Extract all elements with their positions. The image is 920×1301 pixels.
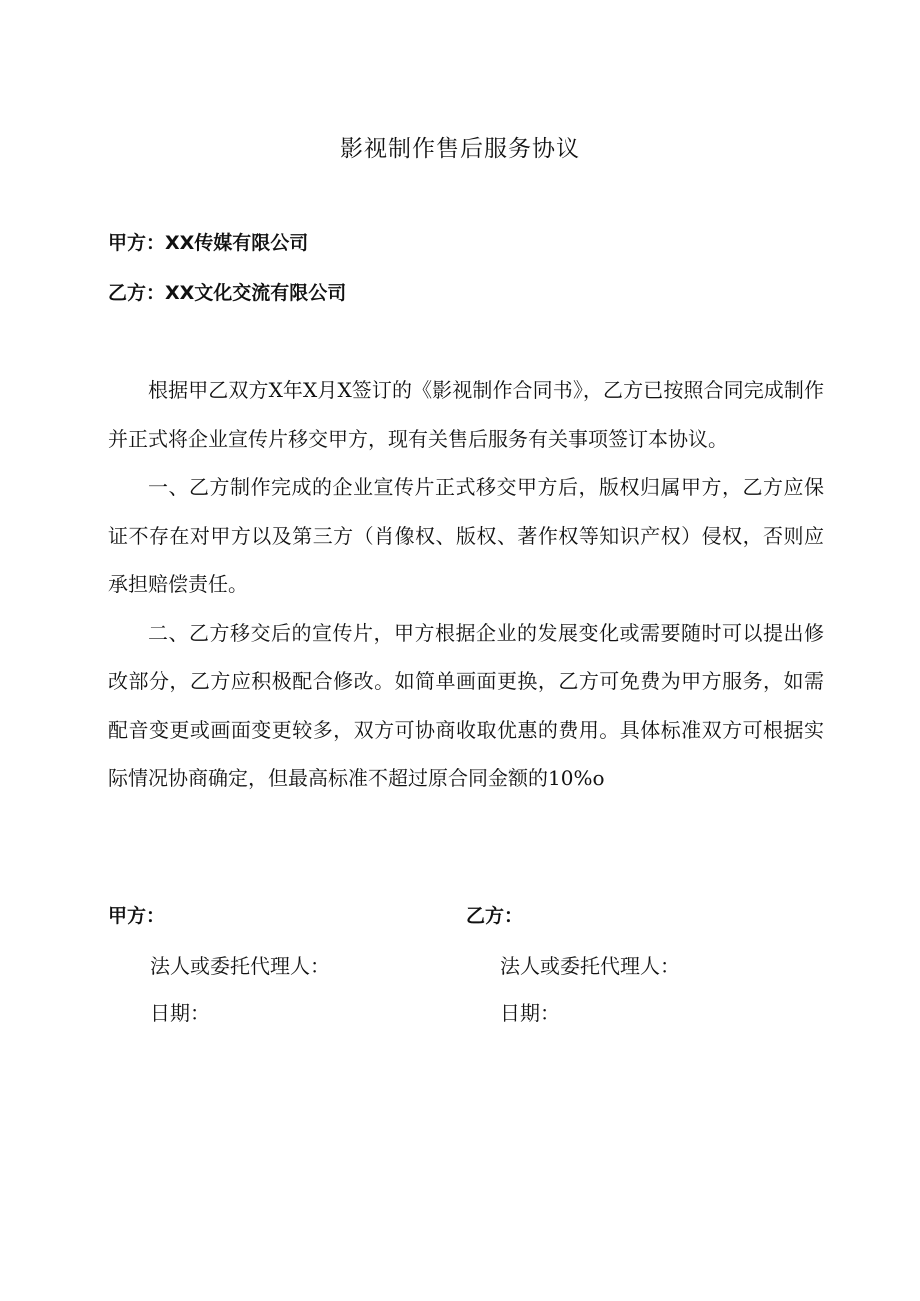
party-b-date-label: 日期： [500,1001,560,1025]
party-a-line: 甲方：XX传媒有限公司 [108,232,309,254]
party-b-signature-label: 乙方： [466,905,524,927]
party-b-line: 乙方：XX文化交流有限公司 [108,282,347,304]
document-title: 影视制作售后服务协议 [340,136,580,162]
intro-paragraph: 根据甲乙双方X年X月X签订的《影视制作合同书》，乙方已按照合同完成制作并正式将企业宣传片移交甲方，现有关售后服务有关事项签订本协议。 [108,378,824,451]
clause-one-paragraph: 一、乙方制作完成的企业宣传片正式移交甲方后，版权归属甲方，乙方应保证不存在对甲方以及第三方（肖像权、版权、著作权等知识产权）侵权，否则应承担赔偿责任。 [108,475,824,596]
agreement-body [108,366,824,803]
clause-two-paragraph: 二、乙方移交后的宣传片，甲方根据企业的发展变化或需要随时可以提出修改部分，乙方应积极配合修改。如简单画面更换，乙方可免费为甲方服务，如需配音变更或画面变更较多，双方可协商收取优惠的费用。具体标准双方可根据实际情况协商确定，但最高标准不超过原合同金额的10%o [108,620,824,790]
party-b-representative-label: 法人或委托代理人： [500,954,680,978]
party-a-representative-label: 法人或委托代理人： [150,954,330,978]
party-a-signature-label: 甲方： [108,905,166,927]
party-a-date-label: 日期： [150,1001,210,1025]
